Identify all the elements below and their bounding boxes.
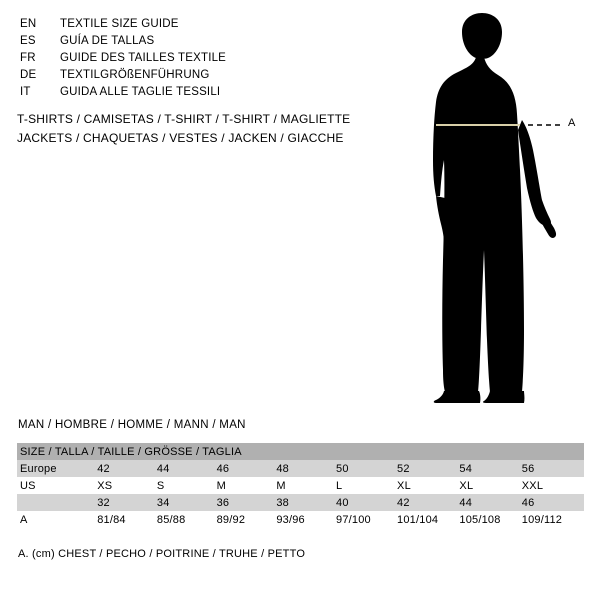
row-label: Europe: [17, 460, 97, 477]
row-label: [17, 494, 97, 511]
measure-label-a: A: [568, 117, 576, 129]
table-cell: 46: [522, 494, 584, 511]
language-row: [20, 67, 380, 84]
table-row: [17, 511, 584, 528]
table-cell: XL: [397, 477, 459, 494]
table-cell: 89/92: [217, 511, 277, 528]
table-cell: XS: [97, 477, 157, 494]
table-row: [17, 477, 584, 494]
table-row: [17, 494, 584, 511]
table-cell: 46: [217, 460, 277, 477]
table-cell: XL: [459, 477, 521, 494]
table-cell: 38: [276, 494, 336, 511]
language-text: GUIDE DES TAILLES TEXTILE: [60, 52, 227, 64]
table-cell: 40: [336, 494, 397, 511]
language-text: TEXTILGRÖßENFÜHRUNG: [60, 69, 210, 81]
language-row: [20, 33, 380, 50]
table-cell: 109/112: [522, 511, 584, 528]
table-cell: XXL: [522, 477, 584, 494]
table-cell: 48: [276, 460, 336, 477]
body-figure: [400, 10, 600, 405]
footnote-chest-measure: A. (cm) CHEST / PECHO / POITRINE / TRUHE / PETTO: [18, 548, 306, 560]
table-cell: 97/100: [336, 511, 397, 528]
language-row: [20, 50, 380, 67]
table-cell: 101/104: [397, 511, 459, 528]
category-jackets: JACKETS / CHAQUETAS / VESTES / JACKEN / GIACCHE: [17, 131, 344, 145]
row-label: US: [17, 477, 97, 494]
language-code: DE: [20, 69, 37, 81]
table-cell: M: [217, 477, 277, 494]
row-label: A: [17, 511, 97, 528]
table-header-row: [17, 443, 584, 460]
table-cell: S: [157, 477, 217, 494]
size-table: [17, 443, 584, 528]
table-cell: 81/84: [97, 511, 157, 528]
table-cell: 44: [459, 494, 521, 511]
language-text: GUIDA ALLE TAGLIE TESSILI: [60, 86, 221, 98]
table-cell: 52: [397, 460, 459, 477]
table-cell: 42: [97, 460, 157, 477]
language-list: [20, 16, 380, 101]
table-row: [17, 460, 584, 477]
language-text: GUÍA DE TALLAS: [60, 35, 155, 47]
table-cell: 34: [157, 494, 217, 511]
language-code: EN: [20, 18, 37, 30]
language-code: ES: [20, 35, 36, 47]
category-list: [17, 110, 417, 148]
table-cell: M: [276, 477, 336, 494]
man-silhouette-icon: [400, 10, 600, 405]
table-cell: 85/88: [157, 511, 217, 528]
table-cell: 50: [336, 460, 397, 477]
category-tshirts: T-SHIRTS / CAMISETAS / T-SHIRT / T-SHIRT / MAGLIETTE: [17, 112, 351, 126]
table-cell: 93/96: [276, 511, 336, 528]
language-code: IT: [20, 86, 31, 98]
table-cell: 32: [97, 494, 157, 511]
table-cell: 42: [397, 494, 459, 511]
table-header-label: SIZE / TALLA / TAILLE / GRÖSSE / TAGLIA: [17, 443, 584, 460]
language-row: [20, 84, 380, 101]
language-code: FR: [20, 52, 36, 64]
table-cell: L: [336, 477, 397, 494]
table-cell: 44: [157, 460, 217, 477]
language-row: [20, 16, 380, 33]
table-cell: 36: [217, 494, 277, 511]
section-title-man: MAN / HOMBRE / HOMME / MANN / MAN: [18, 419, 246, 431]
table-cell: 105/108: [459, 511, 521, 528]
language-text: TEXTILE SIZE GUIDE: [60, 18, 179, 30]
table-cell: 56: [522, 460, 584, 477]
table-cell: 54: [459, 460, 521, 477]
